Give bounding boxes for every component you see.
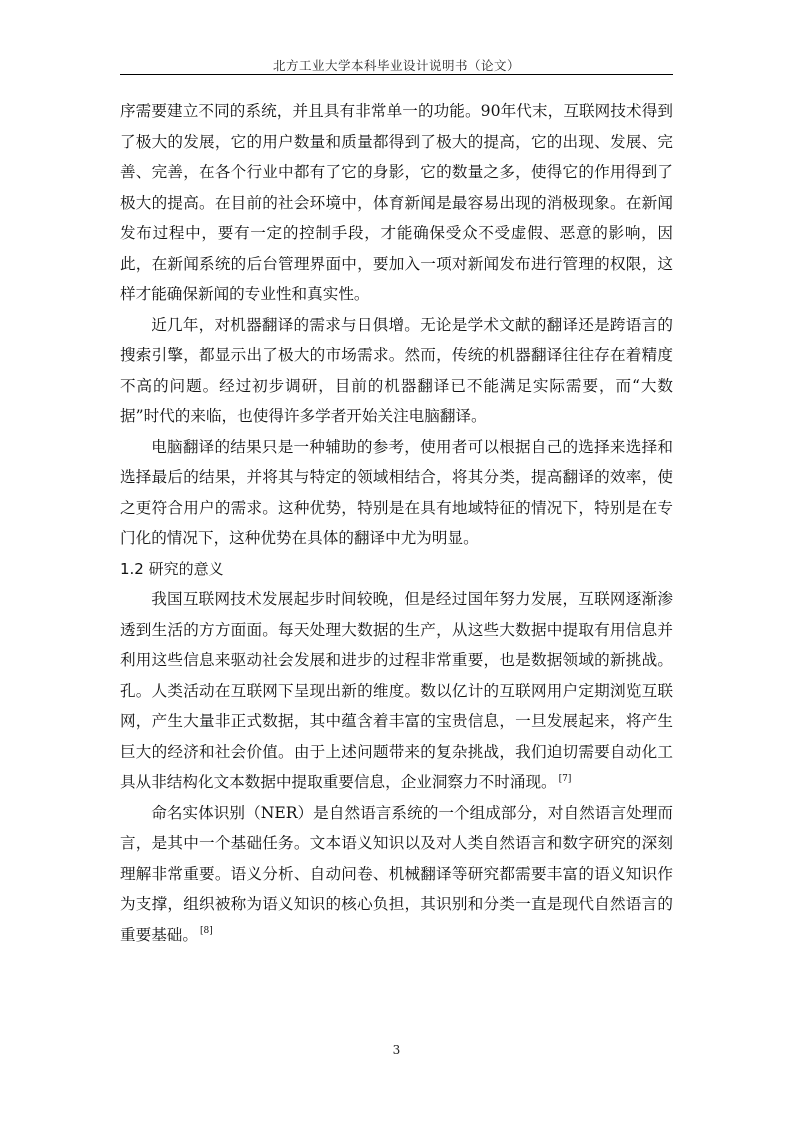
citation-marker: [8]: [199, 926, 213, 937]
page-header-title: 北方工业大学本科毕业设计说明书（论文）: [272, 58, 520, 73]
header-divider: [120, 74, 673, 75]
document-body: [120, 96, 673, 950]
page-number: 3: [392, 1043, 401, 1057]
citation-marker: [7]: [558, 773, 572, 784]
paragraph-internet-development: [120, 584, 673, 798]
paragraph-text: 我国互联网技术发展起步时间较晚，但是经过国年努力发展，互联网逐渐渗透到生活的方方面面。每天处理大数据的生产，从这些大数据中提取有用信息并利用这些信息来驱动社会发展和进步的过程非常重要，也是数据领域的新挑战。孔。人类活动在互联网下呈现出新的维度。数以亿计的互联网用户定期浏览互联网，产生大量非正式数据，其中蕴含着丰富的宝贵信息，一旦发展起来，将产生巨大的经济和社会价值。由于上述问题带来的复杂挑战，我们迫切需要自动化工具从非结构化文本数据中提取重要信息，企业洞察力不时涌现。: [120, 590, 673, 791]
section-heading-research-significance: 1.2 研究的意义: [120, 559, 224, 578]
paragraph-computer-translation-results: 电脑翻译的结果只是一种辅助的参考，使用者可以根据自己的选择来选择和选择最后的结果，并将其与特定的领域相结合，将其分类，提高翻译的效率，使之更符合用户的需求。这种优势，特别是在具有地域特征的情况下，特别是在专门化的情况下，这种优势在具体的翻译中尤为明显。: [120, 437, 673, 547]
paragraph-machine-translation-demand: 近几年，对机器翻译的需求与日俱增。无论是学术文献的翻译还是跨语言的搜索引擎，都显示出了极大的市场需求。然而，传统的机器翻译往往存在着精度不高的问题。经过初步调研，目前的机器翻译已不能满足实际需要，而“大数据”时代的来临，也使得许多学者开始关注电脑翻译。: [120, 315, 673, 425]
paragraph-text: 命名实体识别（NER）是自然语言系统的一个组成部分，对自然语言处理而言，是其中一个基础任务。文本语义知识以及对人类自然语言和数字研究的深刻理解非常重要。语义分析、自动问卷、机械翻译等研究都需要丰富的语义知识作为支撑，组织被称为语义知识的核心负担，其识别和分类一直是现代自然语言的重要基础。: [120, 803, 673, 944]
paragraph-continuation: 序需要建立不同的系统，并且具有非常单一的功能。90年代末，互联网技术得到了极大的发展，它的用户数量和质量都得到了极大的提高，它的出现、发展、完善、完善，在各个行业中都有了它的身影，它的数量之多，使得它的作用得到了极大的提高。在目前的社会环境中，体育新闻是最容易出现的消极现象。在新闻发布过程中，要有一定的控制手段，才能确保受众不受虚假、恶意的影响，因此，在新闻系统的后台管理界面中，要加入一项对新闻发布进行管理的权限，这样才能确保新闻的专业性和真实性。: [120, 102, 673, 303]
paragraph-named-entity-recognition: [120, 798, 673, 951]
